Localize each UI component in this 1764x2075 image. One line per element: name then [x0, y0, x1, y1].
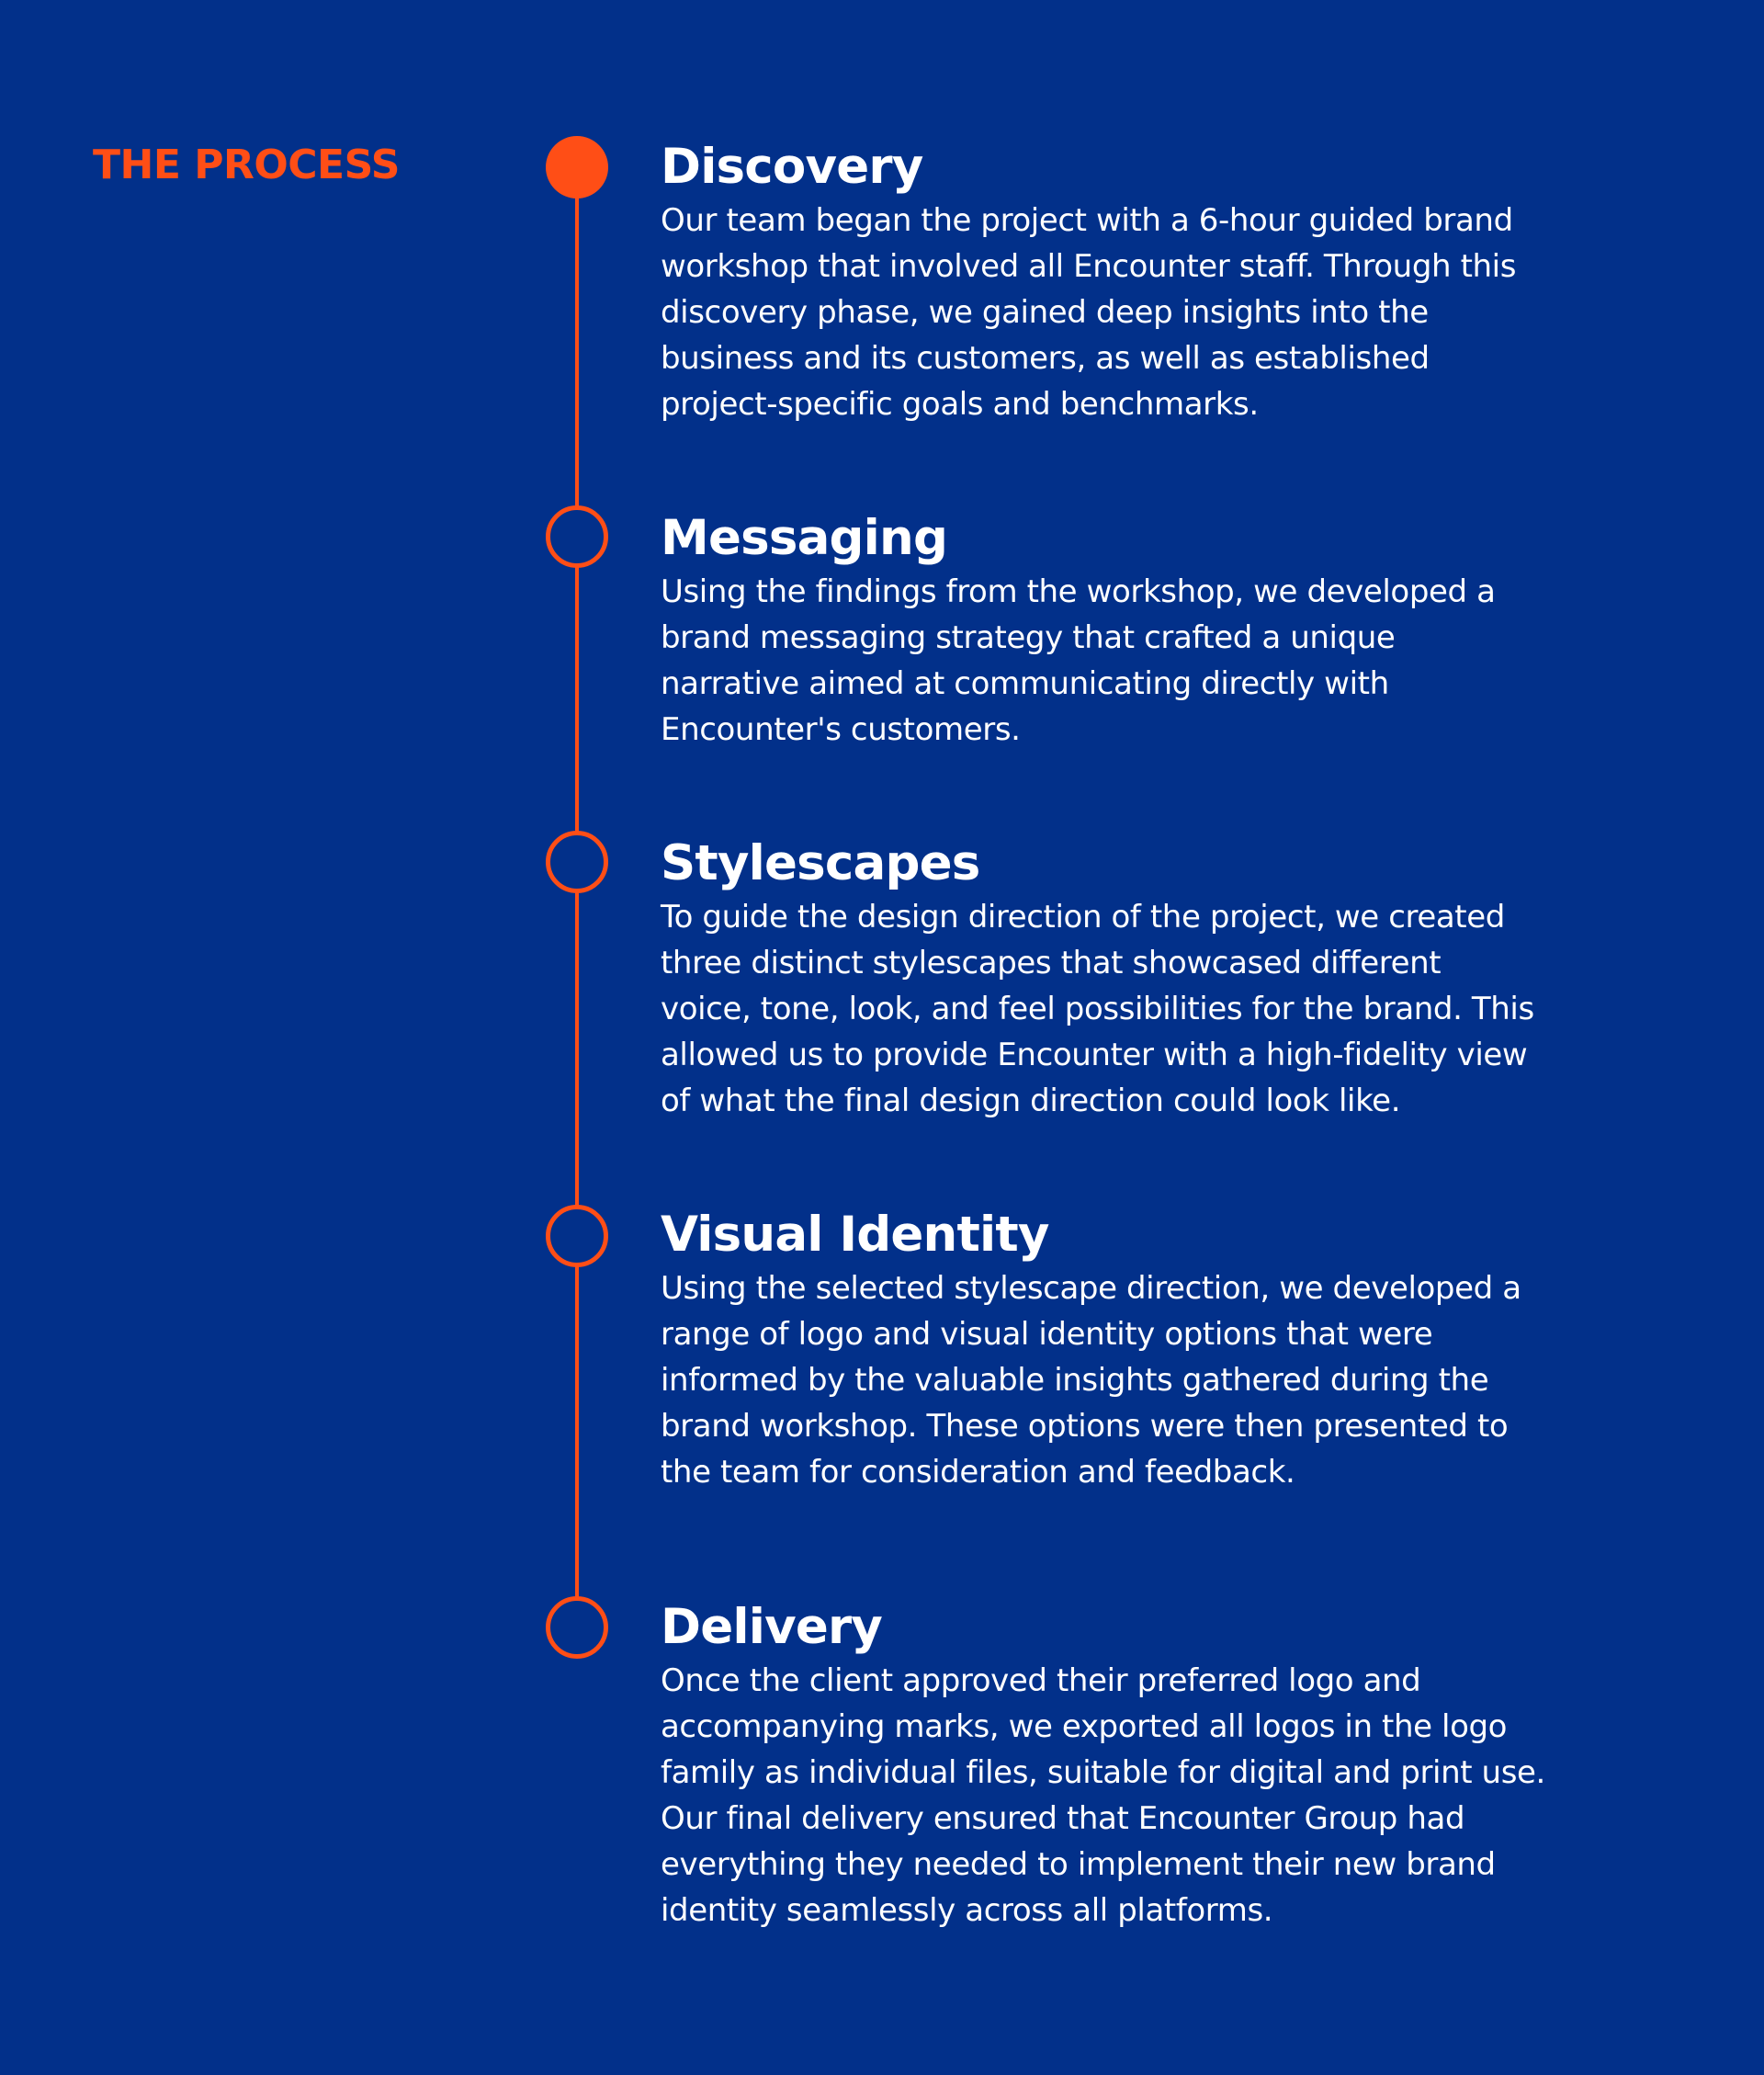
step-description — [661, 1265, 1579, 1495]
description-line: To guide the design direction of the project, we created — [661, 899, 1505, 935]
timeline-node-messaging — [546, 505, 608, 568]
description-line: accompanying marks, we exported all logos in the logo — [661, 1708, 1508, 1745]
step-description — [661, 894, 1579, 1124]
description-line: range of logo and visual identity options that were — [661, 1316, 1433, 1353]
description-line: brand messaging strategy that crafted a unique — [661, 619, 1396, 656]
description-line: Encounter's customers. — [661, 711, 1021, 748]
section-label: THE PROCESS — [93, 142, 400, 188]
step-title: Visual Identity — [661, 1207, 1049, 1263]
description-line: narrative aimed at communicating directly with — [661, 665, 1389, 702]
description-line: family as individual files, suitable for digital and print use. — [661, 1754, 1545, 1791]
description-line: Using the selected stylescape direction, we developed a — [661, 1270, 1521, 1307]
step-delivery — [661, 1597, 1579, 1933]
description-line: business and its customers, as well as established — [661, 340, 1430, 377]
description-line: workshop that involved all Encounter staff. Through this — [661, 248, 1517, 285]
description-line: allowed us to provide Encounter with a high-fidelity view — [661, 1037, 1528, 1073]
description-line: Using the findings from the workshop, we developed a — [661, 573, 1496, 610]
step-title: Discovery — [661, 139, 923, 195]
description-line: brand workshop. These options were then presented to — [661, 1408, 1509, 1445]
description-line: Once the client approved their preferred logo and — [661, 1662, 1421, 1699]
timeline-node-visual-identity — [546, 1205, 608, 1267]
step-description — [661, 1658, 1579, 1933]
step-discovery — [661, 137, 1579, 427]
timeline-node-stylescapes — [546, 831, 608, 893]
step-title: Messaging — [661, 510, 948, 566]
description-line: Our final delivery ensured that Encounter Group had — [661, 1800, 1465, 1837]
step-description — [661, 569, 1579, 753]
description-line: project-specific goals and benchmarks. — [661, 386, 1259, 423]
description-line: voice, tone, look, and feel possibilities for the brand. This — [661, 991, 1534, 1027]
timeline-node-discovery — [546, 136, 608, 198]
step-title: Delivery — [661, 1599, 883, 1655]
description-line: informed by the valuable insights gathered during the — [661, 1362, 1489, 1399]
description-line: three distinct stylescapes that showcased different — [661, 945, 1442, 981]
step-title: Stylescapes — [661, 835, 980, 891]
timeline-line — [575, 167, 579, 1628]
timeline-node-delivery — [546, 1596, 608, 1659]
description-line: Our team began the project with a 6-hour guided brand — [661, 202, 1513, 239]
description-line: discovery phase, we gained deep insights into the — [661, 294, 1429, 331]
description-line: everything they needed to implement their new brand — [661, 1846, 1496, 1883]
step-messaging — [661, 508, 1579, 753]
description-line: the team for consideration and feedback. — [661, 1454, 1295, 1491]
description-line: identity seamlessly across all platforms. — [661, 1892, 1273, 1929]
step-description — [661, 198, 1579, 427]
description-line: of what the final design direction could look like. — [661, 1083, 1401, 1119]
step-stylescapes — [661, 833, 1579, 1124]
step-visual-identity — [661, 1205, 1579, 1495]
